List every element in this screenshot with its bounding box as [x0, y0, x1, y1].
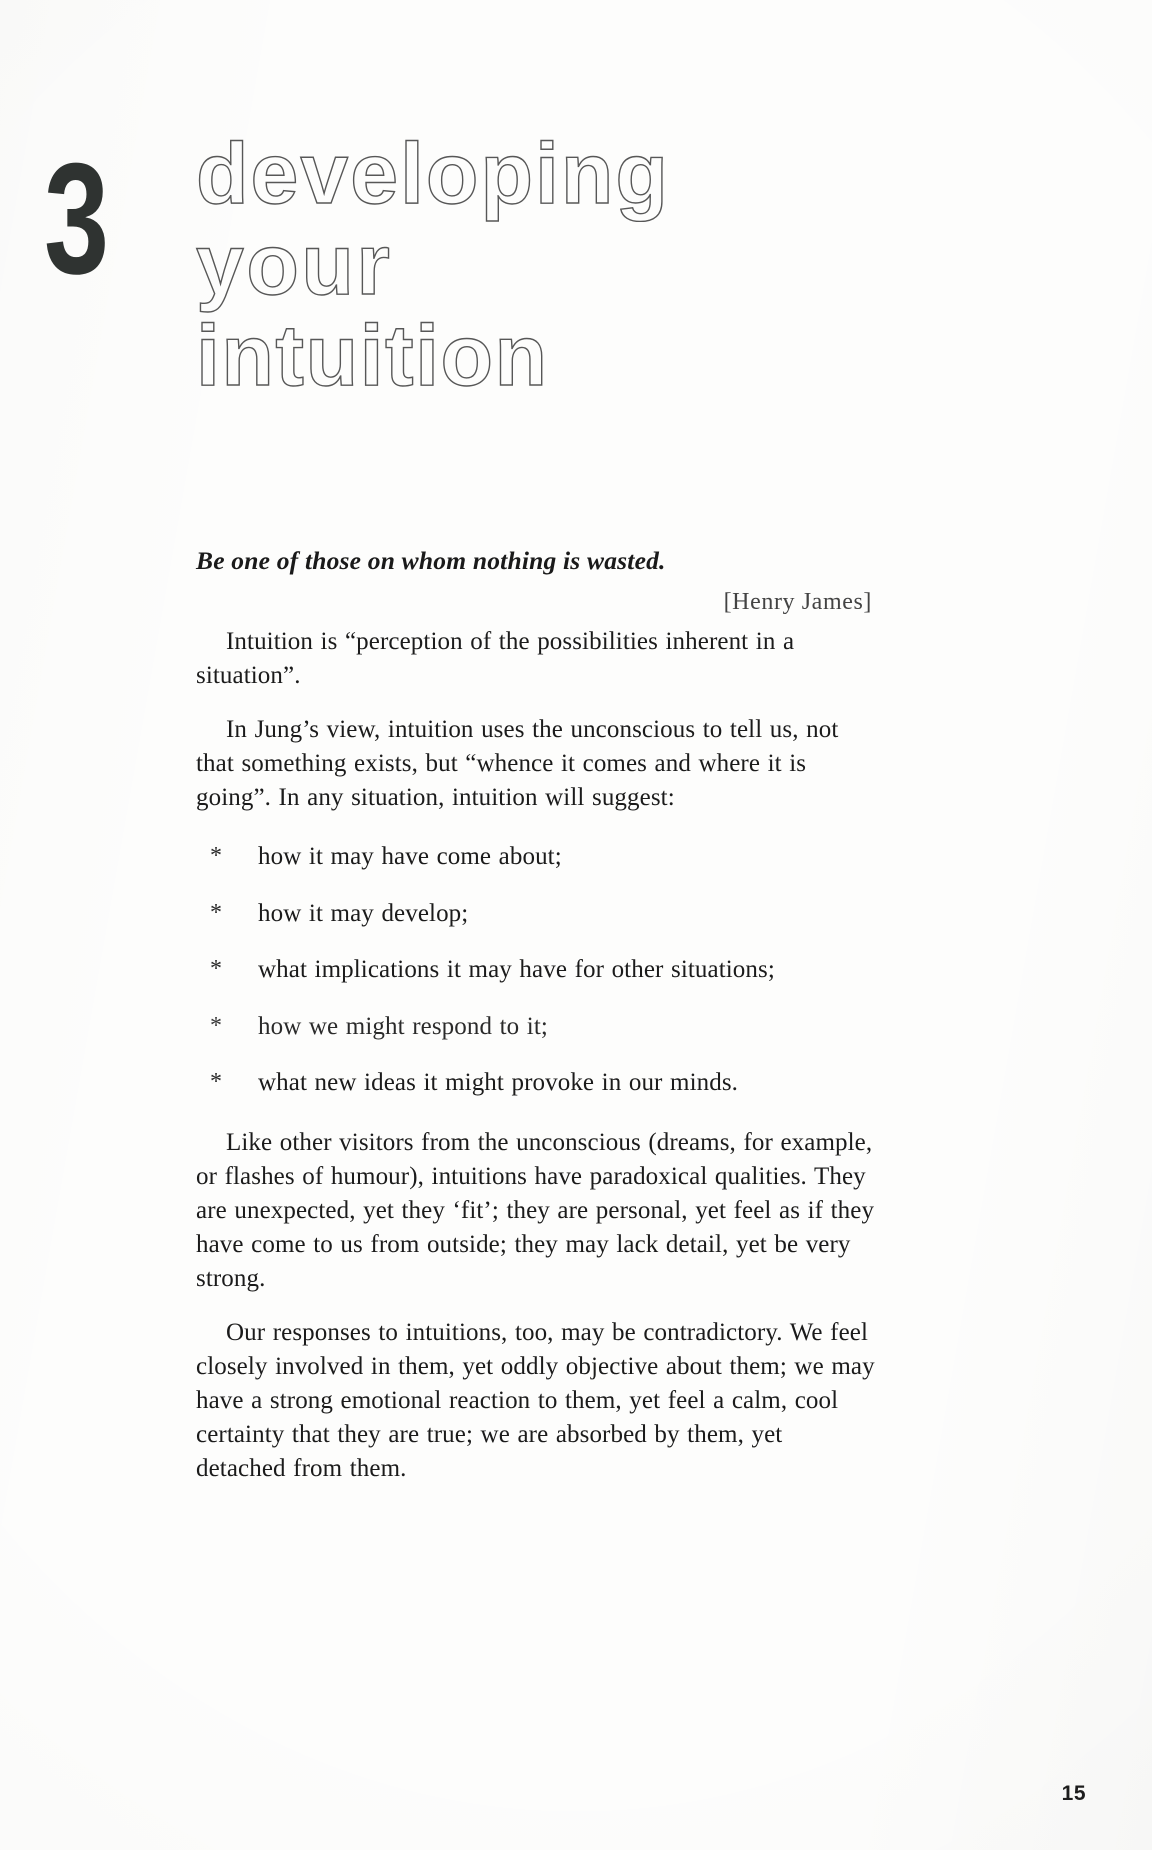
- list-item-label: how we might respond to it;: [258, 1012, 548, 1040]
- list-item-label: how it may develop;: [258, 899, 469, 927]
- asterisk-bullet-icon: *: [210, 956, 223, 982]
- list-item: [196, 1011, 878, 1044]
- chapter-title-line-3: intuition: [196, 308, 549, 405]
- body-paragraph: In Jung’s view, intuition uses the unconscious to tell us, not that something exists, but “whence it comes and where it is going”. In any situation, intuition will suggest:: [196, 716, 839, 811]
- list-item: [196, 1067, 878, 1100]
- list-item-label: what implications it may have for other situations;: [258, 956, 775, 983]
- asterisk-bullet-icon: *: [210, 843, 223, 869]
- list-item-label: how it may have come about;: [258, 843, 562, 870]
- chapter-header: [0, 126, 1152, 492]
- list-item-label: what new ideas it might provoke in our minds.: [258, 1069, 739, 1096]
- chapter-title-line-1: developing: [196, 126, 670, 222]
- intuition-suggestion-list: [196, 841, 878, 1100]
- list-item: [196, 954, 878, 987]
- body-paragraph: Like other visitors from the unconscious (dreams, for example, or flashes of humour), intuitions have paradoxical qualities. They are unexpected, yet they ‘fit’; they are personal, yet feel as if they have come to us from outside; they may lack detail, yet be very strong.: [196, 1128, 875, 1292]
- epigraph-quote: Be one of those on whom nothing is wasted.: [196, 546, 666, 575]
- body-column: [196, 625, 878, 1506]
- asterisk-bullet-icon: *: [210, 1012, 223, 1039]
- chapter-number: 3: [44, 131, 108, 307]
- body-paragraph: Intuition is “perception of the possibilities inherent in a situation”.: [196, 628, 795, 689]
- asterisk-bullet-icon: *: [210, 899, 223, 926]
- chapter-title: [196, 126, 956, 405]
- body-paragraph: Our responses to intuitions, too, may be contradictory. We feel closely involved in them, yet oddly objective about them; we may have a strong emotional reaction to them, yet feel a calm, cool certainty that they are true; we are absorbed by them, yet detached from them.: [196, 1318, 875, 1482]
- chapter-title-line-2: your: [196, 217, 393, 314]
- list-item: [196, 898, 878, 931]
- epigraph: [196, 545, 872, 618]
- list-item: [196, 841, 878, 874]
- page-number: 15: [1061, 1782, 1086, 1805]
- asterisk-bullet-icon: *: [210, 1069, 223, 1095]
- epigraph-attribution: [Henry James]: [723, 588, 872, 615]
